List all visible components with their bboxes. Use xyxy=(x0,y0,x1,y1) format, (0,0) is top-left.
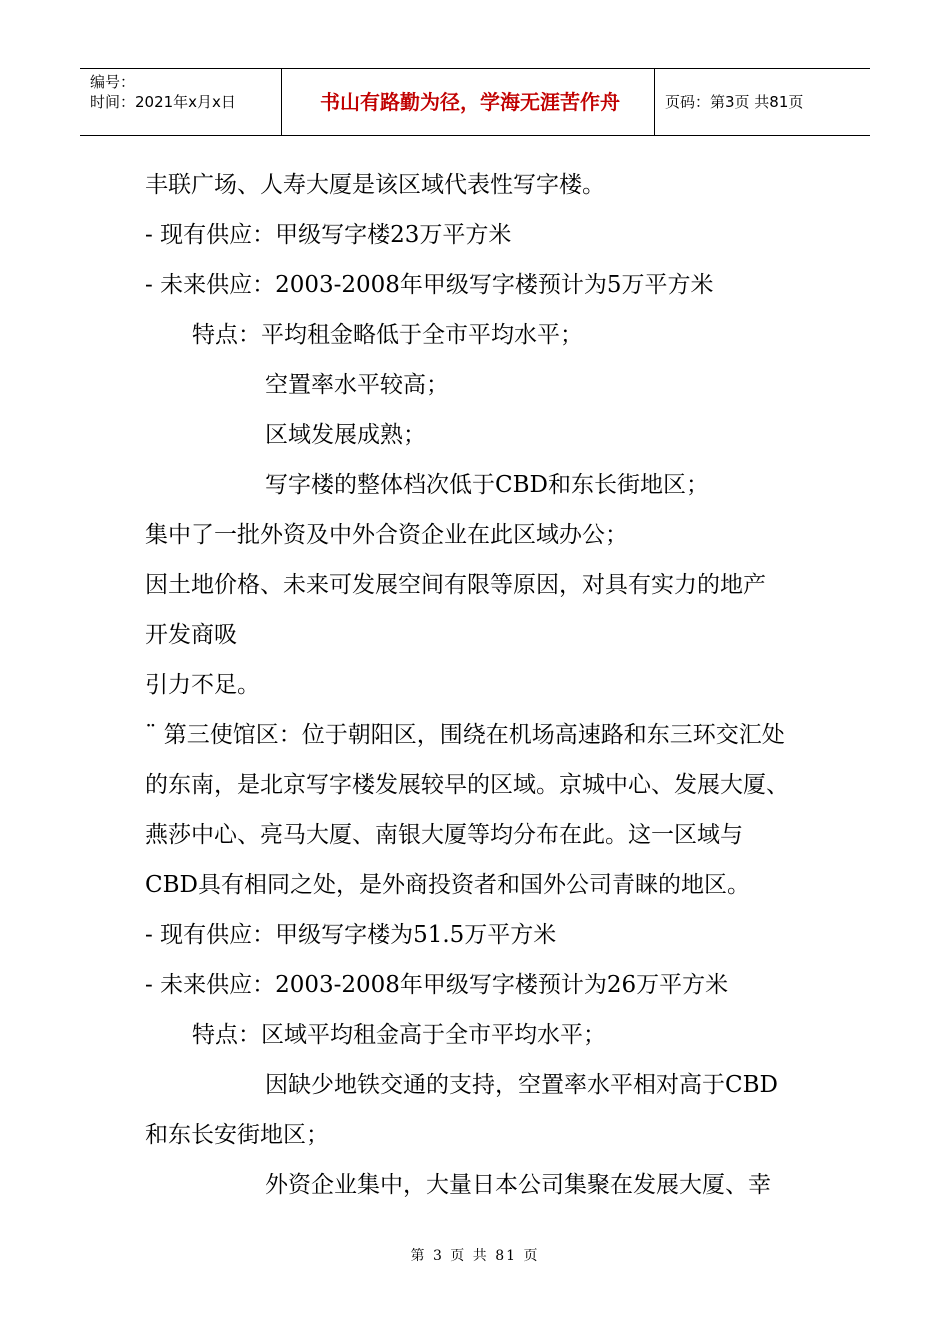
body-line: 燕莎中心、亮马大厦、南银大厦等均分布在此。这一区域与 xyxy=(145,822,743,848)
body-line: 写字楼的整体档次低于CBD和东长街地区； xyxy=(265,472,709,498)
body-line: CBD具有相同之处，是外商投资者和国外公司青睐的地区。 xyxy=(145,872,750,898)
body-line: - 现有供应：甲级写字楼为51.5万平方米 xyxy=(145,922,557,948)
body-line: - 现有供应：甲级写字楼23万平方米 xyxy=(145,222,512,248)
page-header xyxy=(80,68,870,136)
body-line: 开发商吸 xyxy=(145,622,237,648)
body-line: 特点：平均租金略低于全市平均水平； xyxy=(192,322,583,348)
header-time-label: 时间：2021年x月x日 xyxy=(90,93,236,111)
body-line: 特点：区域平均租金高于全市平均水平； xyxy=(192,1022,606,1048)
body-line: ¨ 第三使馆区：位于朝阳区，围绕在机场高速路和东三环交汇处 xyxy=(145,722,785,748)
body-line: 区域发展成熟； xyxy=(265,422,426,448)
page-footer: 第 3 页 共 81 页 xyxy=(410,1248,540,1264)
body-line: 空置率水平较高； xyxy=(265,372,449,398)
body-line: - 未来供应：2003-2008年甲级写字楼预计为5万平方米 xyxy=(145,272,714,298)
header-code-label: 编号： xyxy=(90,73,136,91)
body-line: 集中了一批外资及中外合资企业在此区域办公； xyxy=(145,522,628,548)
body-line: 外资企业集中，大量日本公司集聚在发展大厦、幸 xyxy=(265,1172,771,1198)
header-meta xyxy=(80,69,282,135)
header-motto: 书山有路勤为径，学海无涯苦作舟 xyxy=(282,69,655,135)
body-line: 丰联广场、人寿大厦是该区域代表性写字楼。 xyxy=(145,172,605,198)
body-line: 和东长安街地区； xyxy=(145,1122,329,1148)
document-body xyxy=(145,160,835,1210)
body-line: 因土地价格、未来可发展空间有限等原因，对具有实力的地产 xyxy=(145,572,766,598)
body-line: 引力不足。 xyxy=(145,672,260,698)
body-line: 因缺少地铁交通的支持，空置率水平相对高于CBD xyxy=(265,1072,778,1098)
body-line: 的东南，是北京写字楼发展较早的区域。京城中心、发展大厦、 xyxy=(145,772,789,798)
body-line: - 未来供应：2003-2008年甲级写字楼预计为26万平方米 xyxy=(145,972,729,998)
header-page-info: 页码：第3页 共81页 xyxy=(665,93,804,111)
